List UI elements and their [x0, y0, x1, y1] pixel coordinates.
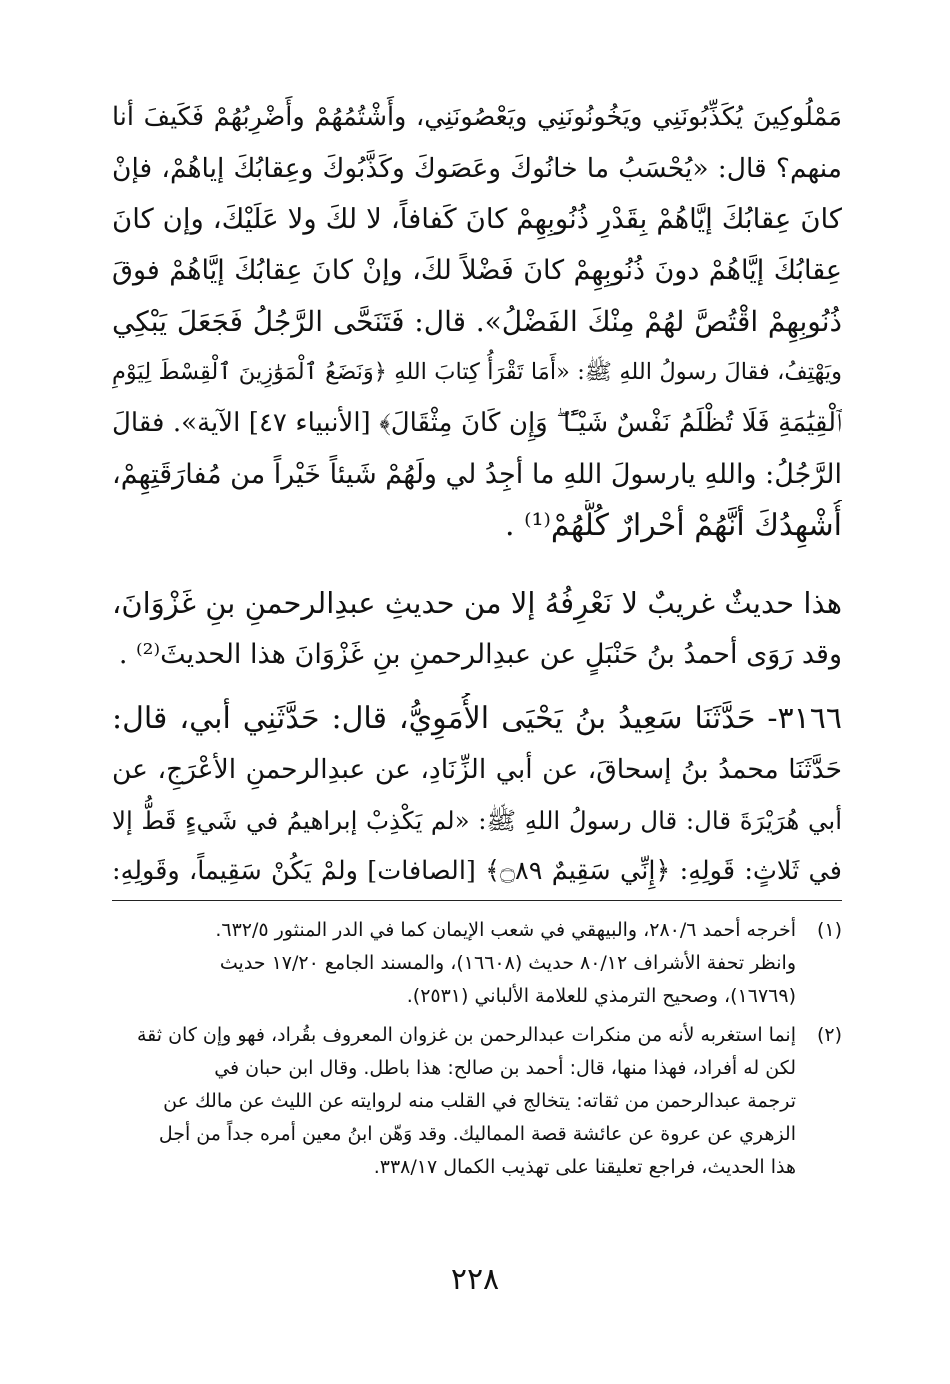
footnote-line: ترجمة عبدالرحمن من ثقاته: يتخالج في القلب منه لروايته عن الليث عن مالك عن: [163, 1090, 796, 1112]
text-line: في ثَلاثٍ: قَولِهِ: ﴿إِنِّي سَقِيمٌ ۝٨٩﴾ [الصافات] ولمْ يَكُنْ سَقِيماً، وقَولِهِ:: [112, 856, 842, 886]
footnote-number: (٢): [816, 1024, 842, 1046]
text-line: كانَ عِقابُكَ إيَّاهُمْ بِقَدْرِ ذُنُوبِهِمْ كانَ كَفافاً، لا لكَ ولا عَلَيْكَ، وإن كانَ: [112, 203, 842, 235]
text-line: ذُنُوبِهِمْ اقْتُصَّ لهُمْ مِنْكَ الفَضْلُ». قال: فَتَنَحَّى الرَّجُلُ فَجَعَلَ يَبْكِي: [112, 305, 842, 338]
text-line: مَمْلُوكِينَ يُكَذِّبُونَنِي ويَخُونُونَنِي ويَعْصُونَنِي، وأَشْتُمُهُمْ وأَضْرِبُهُمْ فَكَيفَ أنا: [112, 102, 842, 132]
text-line: أُشْهِدُكَ أنَّهُمْ أحْرارٌ كُلُّهُمْ⁽¹⁾ .: [505, 508, 842, 543]
text-line: أبي هُرَيْرَةَ قال: قال رسولُ اللهِ ﷺ: «لم يَكْذِبْ إبراهيمُ في شَيءٍ قَطُّ إلا: [112, 806, 842, 835]
footnote-2: [112, 1019, 842, 1184]
footnote-number: (١): [816, 919, 842, 941]
footnote-line: أخرجه أحمد ٢٨٠/٦، والبيهقي في شعب الإيمان كما في الدر المنثور ٦٣٢/٥.: [215, 919, 796, 941]
footnote-line: الزهري عن عروة عن عائشة قصة المماليك. وقد وَهّن ابنُ معين أمره جداً من أجل: [158, 1123, 796, 1145]
text-line: ٱلْقِيَٰمَةِ فَلَا تُظْلَمُ نَفْسٌ شَيْـًٔا ۖ وَإِن كَانَ مِثْقَالَ﴾ [الأنبياء ٤٧] الآية». فقالَ: [112, 408, 842, 438]
footnote-line: وانظر تحفة الأشراف ٨٠/١٢ حديث (١٦٦٠٨)، والمسند الجامع ١٧/٢٠ حديث: [219, 952, 796, 974]
text-line: ٣١٦٦- حَدَّثَنَا سَعِيدُ بنُ يَحْيَى الأُمَوِيُّ، قال: حَدَّثَنِي أبي، قال:: [112, 701, 842, 736]
hadith-text-paragraph: [112, 92, 842, 551]
footnote-line: (١٦٧٦٩)، وصحيح الترمذي للعلامة الألباني (٢٥٣١).: [406, 985, 796, 1007]
footnote-divider: [112, 900, 842, 901]
footnotes: [112, 914, 842, 1190]
footnote-1: [112, 914, 842, 1013]
commentary-paragraph: [112, 578, 842, 680]
page-number: ٢٢٨: [450, 1262, 500, 1297]
footnote-line: هذا الحديث، فراجع تعليقنا على تهذيب الكمال ٣٣٨/١٧.: [373, 1156, 796, 1178]
text-line: عِقابُكَ إيَّاهُمْ دونَ ذُنُوبِهِمْ كانَ فَضْلاً لكَ، وإنْ كانَ عِقابُكَ إيَّاهُمْ فوقَ: [112, 255, 842, 286]
footnote-line: لكن له أفراد، فهذا منها، قال: أحمد بن صالح: هذا باطل. وقال ابن حبان في: [214, 1057, 796, 1079]
text-line: منهم؟ قال: «يُحْسَبُ ما خانُوكَ وعَصَوكَ وكَذَّبُوكَ وعِقابُكَ إياهُمْ، فإنْ: [112, 153, 842, 184]
text-line: حَدَّثَنَا محمدُ بنُ إسحاقَ، عن أبي الزِّنَادِ، عن عبدِالرحمنِ الأعْرَجِ، عن: [112, 754, 842, 785]
text-line: الرَّجُلُ: واللهِ يارسولَ اللهِ ما أجِدُ لي ولَهُمْ شَيئاً خَيْراً من مُفارَقَتِهِمْ،: [112, 459, 842, 490]
text-line: ويَهْتِفُ، فقالَ رسولُ اللهِ ﷺ: «أَمَا تَقْرَأُ كِتابَ اللهِ ﴿وَنَضَعُ ٱلْمَوَٰزِينَ ٱلْقِسْطَ لِيَوْمِ: [112, 359, 842, 385]
footnote-line: إنما استغربه لأنه من منكرات عبدالرحمن بن غزوان المعروف بقُراد، فهو وإن كان ثقة: [136, 1024, 796, 1046]
text-line: هذا حديثٌ غريبٌ لا نَعْرِفُهُ إلا من حديثِ عبدِالرحمنِ بنِ غَزْوَانَ،: [112, 586, 842, 620]
hadith-3166-paragraph: [112, 693, 842, 897]
text-line: وقد رَوَى أحمدُ بنُ حَنْبَلٍ عن عبدِالرحمنِ بنِ غَزْوَانَ هذا الحديثَ⁽²⁾ .: [118, 639, 842, 670]
